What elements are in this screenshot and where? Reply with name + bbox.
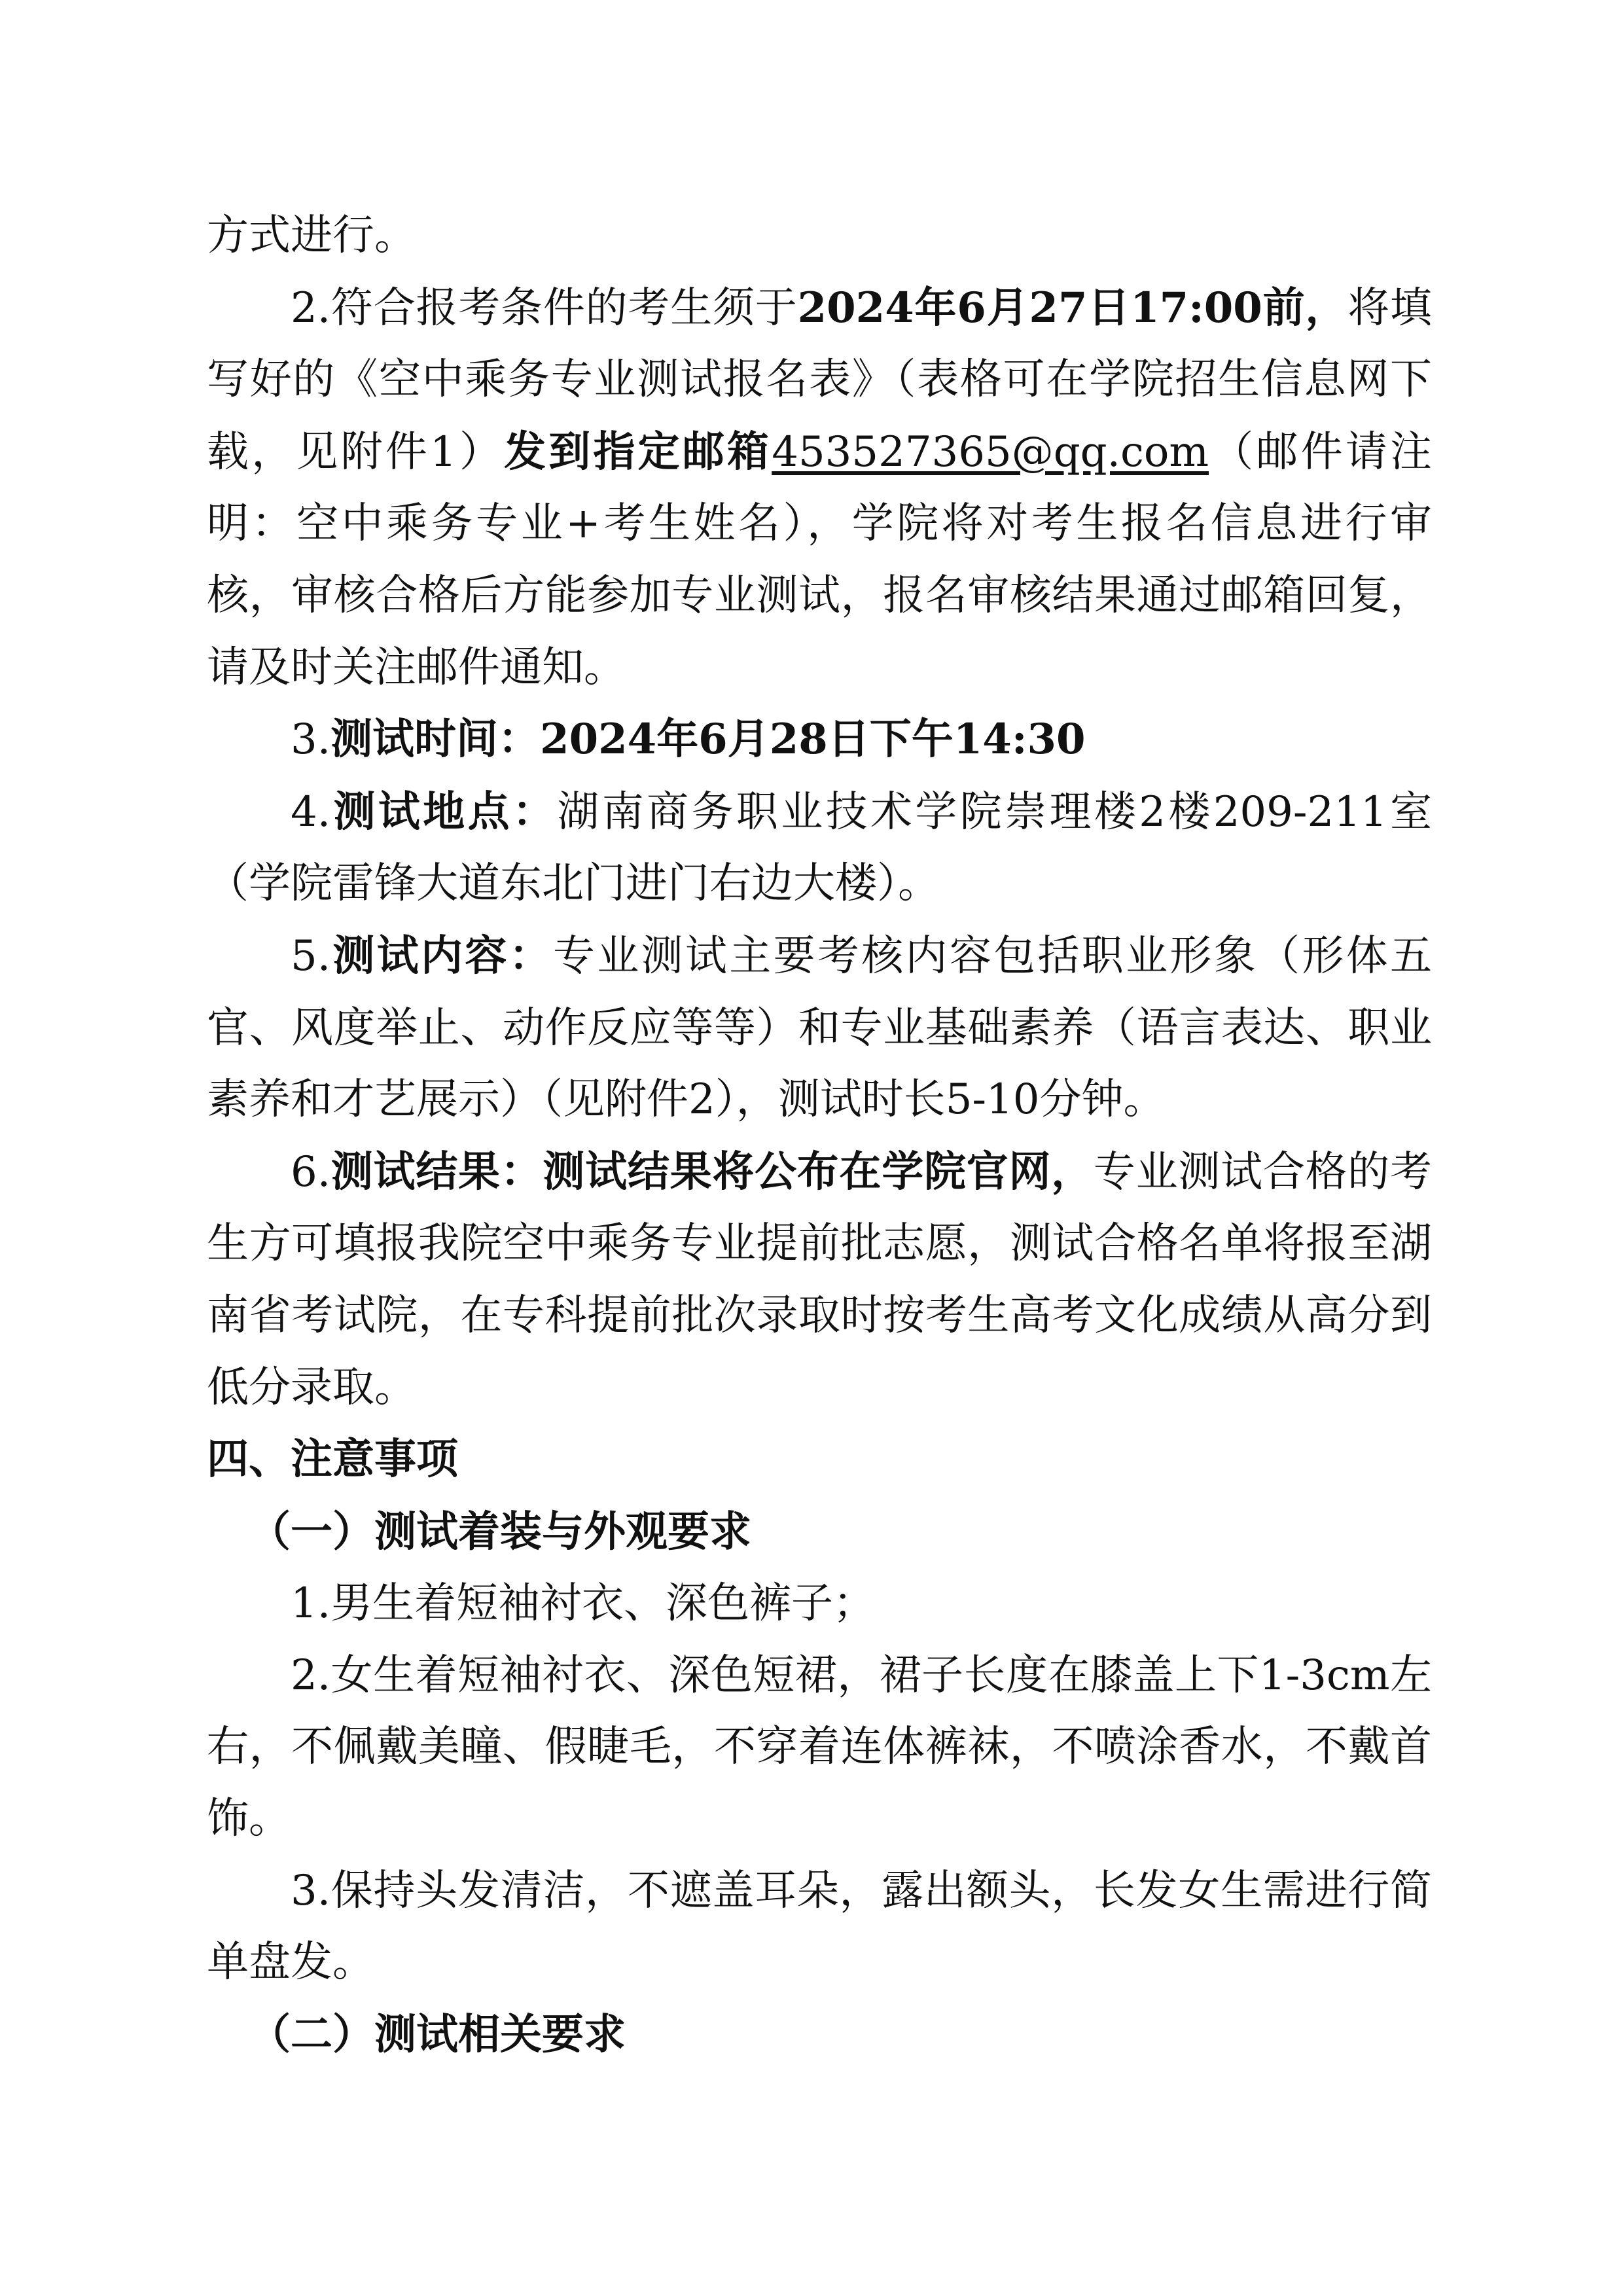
text: 1.男生着短袖衬衣、深色裤子； — [291, 1579, 876, 1628]
paragraph — [207, 200, 1432, 272]
paragraph — [207, 1640, 1432, 1856]
text: 专业测试合格的考生方可填报我院空中乘务专业提前批志愿，测试合格名单将报至湖南省考试院，在专科提前批次录取时按考生高考文化成绩从高分到低分录取。 — [207, 1147, 1433, 1412]
subsection-heading — [207, 1496, 1432, 1569]
text: 4. — [291, 787, 331, 836]
bold-text: （一）测试着装与外观要求 — [249, 1507, 751, 1556]
text: 将填写好的《空中乘务专业测试报名表》（表格可在学院招生信息网下载，见附件1） — [207, 283, 1433, 476]
bold-text: 发到指定邮箱 — [504, 427, 772, 476]
subsection-heading — [207, 1999, 1432, 2072]
bold-text: 四、注意事项 — [207, 1435, 458, 1484]
document-page — [207, 200, 1432, 2071]
text: （邮件请注明：空中乘务专业+考生姓名），学院将对考生报名信息进行审核，审核合格后方能参加专业测试，报名审核结果通过邮箱回复，请及时关注邮件通知。 — [207, 427, 1433, 692]
bold-text: 测试时间： — [330, 715, 541, 764]
section-heading — [207, 1424, 1432, 1496]
text: 6. — [291, 1147, 331, 1196]
text: 方式进行。 — [207, 211, 416, 260]
paragraph — [207, 704, 1432, 776]
bold-text: 2024年6月28日下午14:30 — [540, 715, 1086, 764]
text: 3.保持头发清洁，不遮盖耳朵，露出额头，长发女生需进行简单盘发。 — [207, 1866, 1432, 1987]
paragraph — [207, 1856, 1432, 1999]
bold-text: 测试结果：测试结果将公布在学院官网， — [330, 1147, 1094, 1196]
paragraph — [207, 1136, 1432, 1424]
text: 5. — [291, 931, 331, 980]
email-link[interactable]: 453527365@qq.com — [772, 427, 1209, 476]
paragraph — [207, 920, 1432, 1136]
text: 2.女生着短袖衬衣、深色短裙，裙子长度在膝盖上下1-3cm左右，不佩戴美瞳、假睫毛，不穿着连体裤袜，不喷涂香水，不戴首饰。 — [207, 1651, 1432, 1844]
paragraph — [207, 776, 1432, 920]
bold-text: 2024年6月27日17:00前， — [797, 283, 1348, 332]
text: 湖南商务职业技术学院崇理楼2楼209-211室（学院雷锋大道东北门进门右边大楼）。 — [207, 787, 1433, 908]
text: 2.符合报考条件的考生须于 — [291, 283, 798, 332]
bold-text: 测试地点： — [330, 787, 558, 836]
bold-text: （二）测试相关要求 — [249, 2009, 626, 2059]
text: 3. — [291, 715, 331, 764]
paragraph — [207, 272, 1432, 704]
bold-text: 测试内容： — [330, 931, 553, 980]
paragraph — [207, 1568, 1432, 1640]
text: 专业测试主要考核内容包括职业形象（形体五官、风度举止、动作反应等等）和专业基础素养（语言表达、职业素养和才艺展示）（见附件2），测试时长5-10分钟。 — [207, 931, 1432, 1124]
